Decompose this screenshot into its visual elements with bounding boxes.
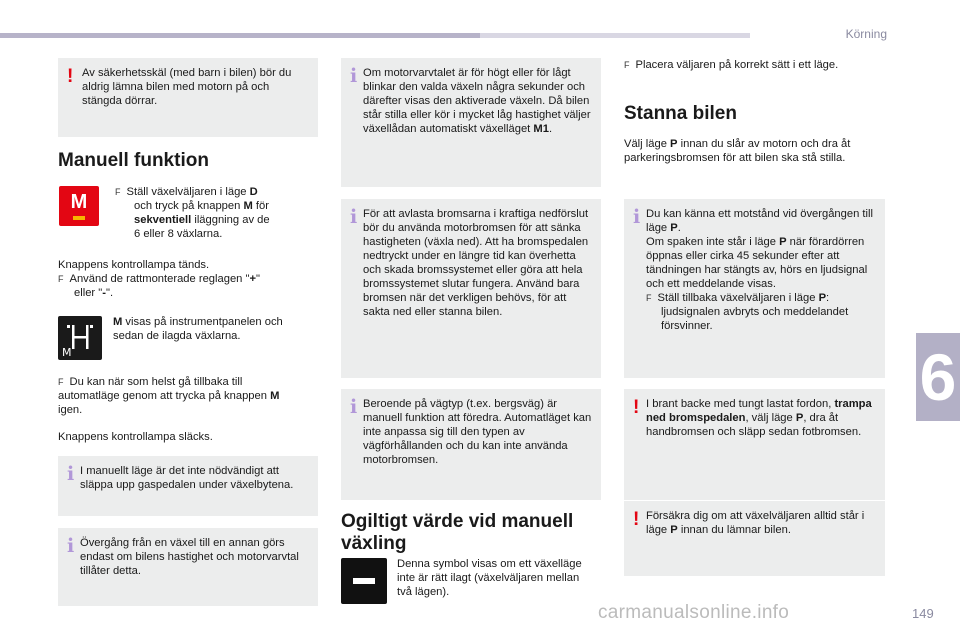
heading-stop-car: Stanna bilen bbox=[624, 103, 737, 124]
warning-icon: ! bbox=[633, 397, 640, 418]
warning-box-park bbox=[624, 501, 885, 576]
watermark: carmanualsonline.info bbox=[598, 602, 790, 623]
info-box-engine-brake bbox=[341, 199, 601, 378]
warning-icon: ! bbox=[67, 66, 74, 87]
m-shown-text: M visas på instrumentpanelen och sedan de ilagda växlarna. bbox=[113, 316, 283, 342]
step-place-selector: F Placera väljaren på korrekt sätt i ett läge. bbox=[624, 59, 839, 71]
heading-manual-mode: Manuell funktion bbox=[58, 150, 209, 171]
warning-box-safety bbox=[58, 58, 318, 137]
header-bar-light bbox=[480, 33, 750, 38]
warning-text: Av säkerhetsskäl (med barn i bilen) bör du aldrig lämna bilen med motorn på och stängda dörrar. bbox=[82, 67, 292, 107]
info-icon: i bbox=[350, 206, 358, 228]
page-number: 149 bbox=[912, 606, 934, 621]
chapter-tab: 6 bbox=[916, 333, 960, 421]
info-text: Övergång från en växel till en annan görs endast om bilens hastighet och motorvarvtal tillåter detta. bbox=[80, 537, 299, 577]
info-box-resistance bbox=[624, 199, 885, 378]
info-box-rpm bbox=[341, 58, 601, 187]
info-box-road-type bbox=[341, 389, 601, 500]
lamp-on-text: Knappens kontrollampa tänds. bbox=[58, 259, 210, 271]
invalid-gear-icon bbox=[341, 558, 387, 604]
warning-text: Försäkra dig om att växelväljaren alltid står i läge P innan du lämnar bilen. bbox=[646, 510, 865, 536]
instrument-m-icon bbox=[58, 316, 102, 360]
step-paddles: F Använd de rattmonterade reglagen "+" eller "-". bbox=[58, 273, 261, 299]
section-title: Körning bbox=[845, 27, 887, 41]
bullet-icon: F bbox=[115, 187, 121, 197]
warning-icon: ! bbox=[633, 509, 640, 530]
m-button-icon: M bbox=[59, 186, 99, 226]
info-icon: i bbox=[67, 463, 75, 485]
info-text: I manuellt läge är det inte nödvändigt att släppa upp gaspedalen under växelbytena. bbox=[80, 465, 294, 491]
stop-text: Välj läge P innan du slår av motorn och dra åt parkeringsbromsen för att bilen ska stå stilla. bbox=[624, 138, 851, 164]
info-icon: i bbox=[67, 535, 75, 557]
svg-text:M: M bbox=[62, 346, 72, 359]
info-icon: i bbox=[350, 65, 358, 87]
info-box-gearchange bbox=[58, 528, 318, 606]
step-back-auto: F Du kan när som helst gå tillbaka till automatläge genom att trycka på knappen M igen. bbox=[58, 376, 280, 416]
step-select-d: F Ställ växelväljaren i läge D och tryck på knappen M för sekventiell iläggning av de 6 eller 8 växlarna. bbox=[115, 186, 270, 240]
header-bar bbox=[0, 33, 480, 38]
info-box-gas bbox=[58, 456, 318, 516]
warning-box-slope bbox=[624, 389, 885, 500]
info-text: Du kan känna ett motstånd vid övergången till läge P. Om spaken inte står i läge P när förardörren öppnas eller cirka 45 sekunder efter att tändningen har stängts av, hörs en ljudsignal och ett meddelande visas. F Ställ tillbaka växelväljaren i läge P: ljudsignalen avbryts och meddelandet försvinner. bbox=[646, 208, 873, 332]
info-text: Om motorvarvtalet är för högt eller för lågt blinkar den valda växeln några sekunder och därefter visas den aktiverade växeln. Då bilen står stilla eller kör i mycket låg hastighet väljer växellådan automatiskt växelläget M1. bbox=[363, 67, 591, 135]
info-text: Beroende på vägtyp (t.ex. bergsväg) är manuell funktion att föredra. Automatläget kan inte anpassa sig till den typen av vägförhållanden och du kan inte använda motorbromsen. bbox=[363, 398, 592, 466]
info-icon: i bbox=[350, 396, 358, 418]
info-text: För att avlasta bromsarna i kraftiga nedförslut bör du använda motorbromsen för att sänka hastigheten (växla ned). Att ha bromspedalen nedtryckt under en längre tid kan överhetta och skada bromssystemet eller göra att hela bromssystemet slutar fungera. Använd bara bromsen när det verkligen behövs, för att sakta ned eller stanna bilen. bbox=[363, 208, 589, 318]
lamp-off-text: Knappens kontrollampa släcks. bbox=[58, 431, 213, 443]
invalid-gear-text: Denna symbol visas om ett växelläge inte är rätt ilagt (växelväljaren mellan två lägen). bbox=[397, 558, 582, 598]
info-icon: i bbox=[633, 206, 641, 228]
heading-invalid-value: Ogiltigt värde vid manuell växling bbox=[341, 511, 574, 554]
warning-text: I brant backe med tungt lastat fordon, trampa ned bromspedalen, välj läge P, dra åt handbromsen och släpp sedan fotbromsen. bbox=[646, 398, 872, 438]
